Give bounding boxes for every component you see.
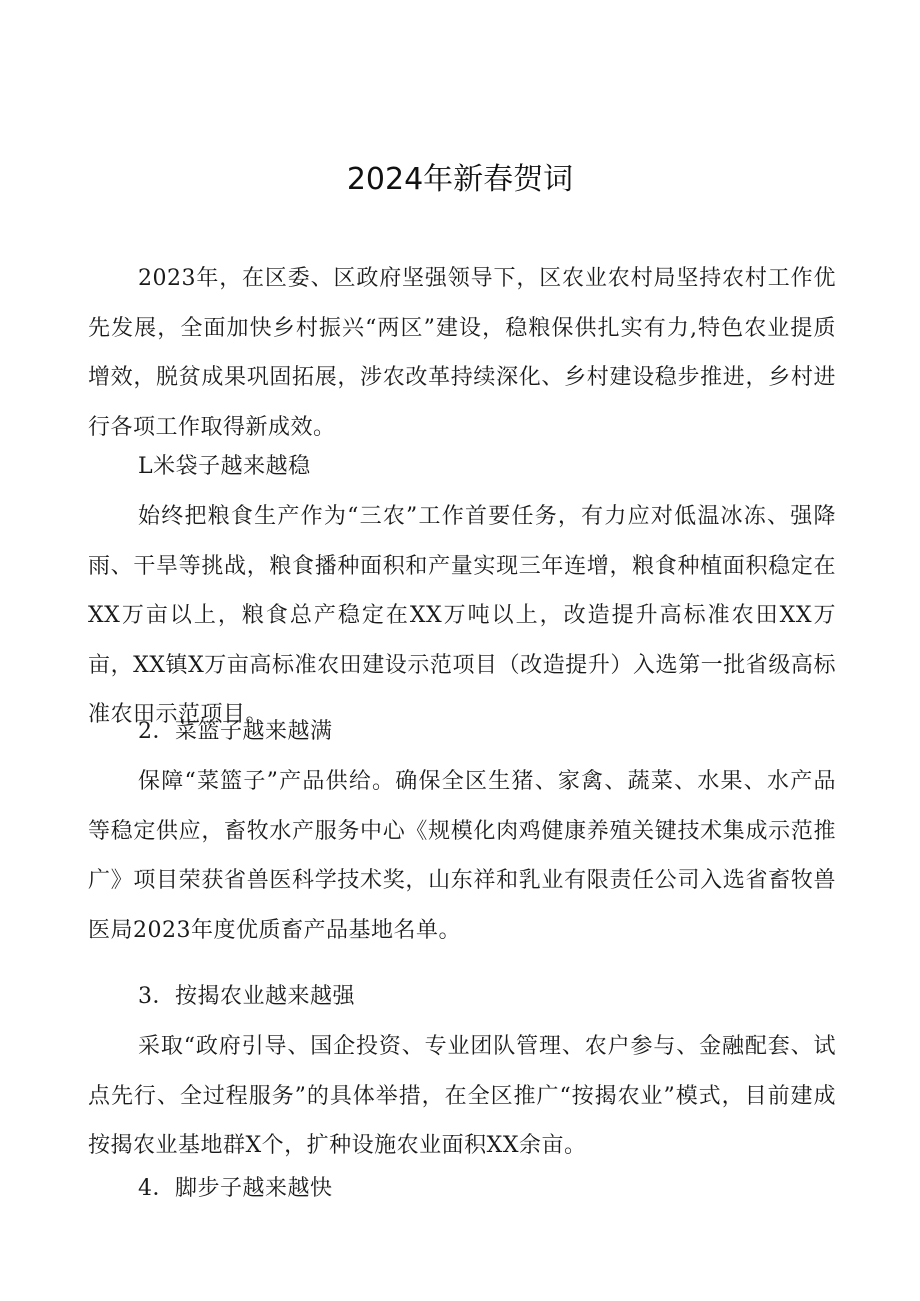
section-3-paragraph: 采取“政府引导、国企投资、专业团队管理、农户参与、金融配套、试点先行、全过程服务”的具体举措，在全区推广“按揭农业”模式，目前建成按揭农业基地群X个，扩种设施农业面积XX余亩。 — [88, 1034, 836, 1158]
section-heading-2: 2．菜篮子越来越满 — [138, 719, 333, 744]
section-heading-1: L米袋子越来越稳 — [138, 454, 311, 479]
section-1-paragraph: 始终把粮食生产作为“三农”工作首要任务，有力应对低温冰冻、强降雨、干旱等挑战，粮食播种面积和产量实现三年连增，粮食种植面积稳定在XX万亩以上，粮食总产稳定在XX万吨以上，改造提升高标准农田XX万亩，XX镇X万亩高标准农田建设示范项目（改造提升）入选第一批省级高标准农田示范项目。 — [88, 504, 836, 727]
document-title: 2024年新春贺词 — [346, 162, 574, 197]
section-2-paragraph: 保障“菜篮子”产品供给。确保全区生猪、家禽、蔬菜、水果、水产品等稳定供应，畜牧水产服务中心《规模化肉鸡健康养殖关键技术集成示范推广》项目荣获省兽医科学技术奖，山东祥和乳业有限责任公司入选省畜牧兽医局2023年度优质畜产品基地名单。 — [88, 769, 836, 943]
section-heading-3: 3．按揭农业越来越强 — [138, 984, 355, 1009]
intro-paragraph: 2023年，在区委、区政府坚强领导下，区农业农村局坚持农村工作优先发展，全面加快乡村振兴“两区”建设，稳粮保供扎实有力,特色农业提质增效，脱贫成果巩固拓展，涉农改革持续深化、乡村建设稳步推进，乡村进行各项工作取得新成效。 — [88, 266, 836, 440]
section-heading-4: 4．脚步子越来越快 — [138, 1176, 333, 1201]
